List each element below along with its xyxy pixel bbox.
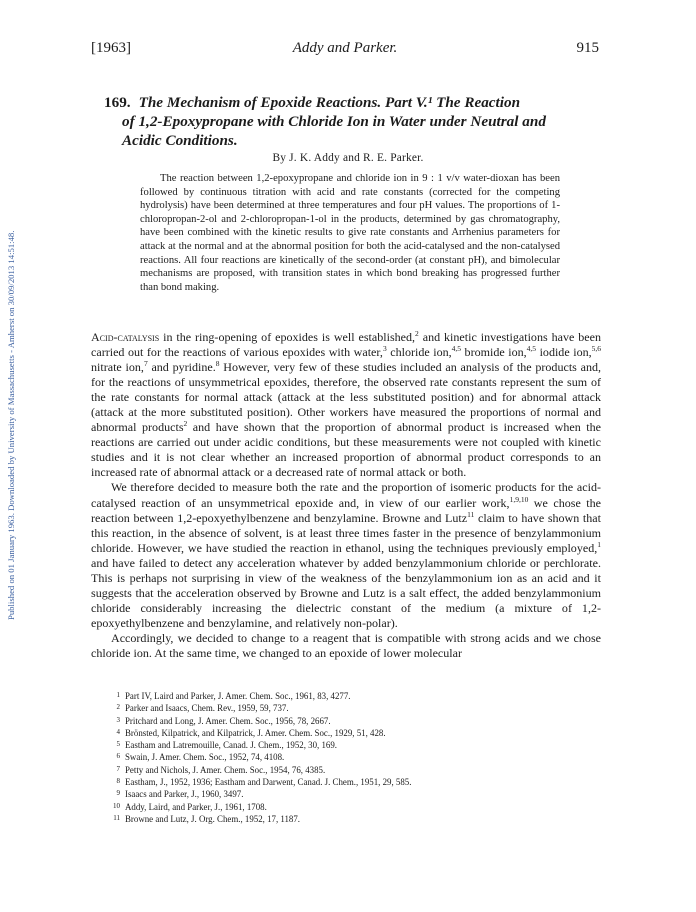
footnote [106,727,596,739]
footnotes [106,690,596,825]
footnote-mark: 8 [116,777,120,786]
citation: 4,5 [526,344,537,354]
footnote-text: Swain, J. Amer. Chem. Soc., 1952, 74, 4108. [125,752,285,763]
body-text: and kinetic investigations have been carried out for the reactions of various epoxides with water, [91,330,601,360]
body-text: claim to have shown that this reaction, in the absence of solvent, is at least three times faster in the presence of benzylammonium chloride. However, we have studied the reaction in ethanol, using the techniques previously employed, [91,510,601,555]
body-text: bromide ion, [461,345,527,360]
body-text: we chose the reaction between 1,2-epoxyethylbenzene and benzylamine. Browne and Lutz [91,495,602,525]
citation: 8 [215,359,220,369]
citation: 7 [143,359,148,369]
byline: By J. K. Addy and R. E. Parker. [272,152,424,164]
footnote [106,801,596,813]
body-text: and have failed to detect any acceleration whatever by added benzylammonium chloride or perchlorate. This is perhaps not surprising in view of the weakness of the benzylammonium ion as an acid and it suggests that the acceleration observed by Browne and Lutz is a salt effect, the added benzylammonium chloride considerably increasing the dielectric constant of the medium (a mixture of 1,2-epoxyethylbenzene and benzylamine, and relatively non-polar). [91,555,601,630]
journal-year: [1963] [91,40,131,56]
footnote-text: Isaacs and Parker, J., 1960, 3497. [125,789,244,800]
abstract [140,172,560,294]
footnote [106,788,596,800]
page-number: 915 [576,40,599,56]
footnote [106,715,596,727]
footnote-text: Browne and Lutz, J. Org. Chem., 1952, 17, 1187. [125,813,301,824]
citation: 5,6 [591,344,601,354]
footnote [106,764,596,776]
lead-word: Acid-catalysis [91,330,160,344]
body-text: iodide ion, [536,345,592,360]
footnote [106,776,596,788]
body-text: in the ring-opening of epoxides is well established, [159,330,416,344]
body-text: and pyridine. [147,360,216,375]
footnote [106,690,596,702]
footnote-text: Eastham, J., 1952, 1936; Eastham and Darwent, Canad. J. Chem., 1951, 29, 585. [125,777,412,788]
footnote-text: Petty and Nichols, J. Amer. Chem. Soc., 1954, 76, 4385. [125,764,326,775]
citation: 1,9,10 [509,494,529,504]
footnote-mark: 10 [113,801,120,810]
title-line-2: of 1,2-Epoxypropane with Chloride Ion in Water under Neutral and [122,113,546,130]
citation: 4,5 [451,344,462,354]
title-line-1 [104,93,602,112]
body-text: nitrate ion, [91,360,144,375]
body-text: chloride ion, [386,345,452,360]
footnote-mark: 5 [116,740,120,749]
article-body [91,330,601,661]
footnote-text: Eastham and Latremouille, Canad. J. Chem., 1952, 30, 169. [125,740,337,751]
footnote-mark: 9 [116,789,120,798]
running-authors: Addy and Parker. [292,40,398,56]
title-text-1: The Mechanism of Epoxide Reactions. Part V.¹ The Reaction [138,94,521,111]
footnote-mark: 4 [116,727,120,736]
footnote-mark: 7 [116,764,120,773]
body-text: We therefore decided to measure both the rate and the proportion of isomeric products for the acid-catalysed reaction of an unsymmetrical epoxide and, in view of our earlier work, [91,480,601,510]
footnote-mark: 1 [116,691,120,699]
article-number: 169. [104,94,131,111]
footnote-text: Part IV, Laird and Parker, J. Amer. Chem. Soc., 1961, 83, 4277. [125,691,351,701]
footnote-text: Parker and Isaacs, Chem. Rev., 1959, 59, 737. [125,703,289,714]
footnote-text: Addy, Laird, and Parker, J., 1961, 1708. [125,801,267,812]
citation: 11 [467,509,475,519]
download-watermark [2,60,20,620]
footnote [106,702,596,714]
footnote [106,739,596,751]
citation: 1 [597,539,601,549]
body-text: and have shown that the proportion of abnormal product is increased when the reactions are carried out under acidic conditions, but these measurements were not coupled with kinetic studies and it is not clear whether an increased proportion of abnormal product corresponds to an increased rate of abnormal attack or a decreased rate of normal attack or both. [91,420,601,480]
body-paragraph-1 [91,330,601,480]
title-line-3: Acidic Conditions. [122,132,238,149]
footnote [106,813,596,825]
citation: 3 [382,344,387,354]
body-paragraph-3: Accordingly, we decided to change to a reagent that is compatible with strong acids and we chose chloride ion. At the same time, we changed to an epoxide of lower molecular [91,630,601,660]
footnote-mark: 2 [116,703,120,712]
footnote-mark: 11 [113,813,120,822]
body-text: However, very few of these studies included an analysis of the products and, for the reactions of unsymmetrical epoxides, therefore, the observed rate constants represent the sum of the rate constants for normal attack (attack at the less substituted position) and for abnormal attack (attack at the more substituted position). Other workers have measured the proportions of normal and abnormal products [91,360,602,435]
running-head [91,40,599,60]
article-title [104,93,602,150]
citation: 2 [183,419,188,429]
footnote-text: Pritchard and Long, J. Amer. Chem. Soc., 1956, 78, 2667. [125,715,331,726]
footnote-mark: 6 [116,752,120,761]
download-watermark-text: Published on 01 January 1963. Downloaded by University of Massachusetts - Amherst on 30/09/2013 14:51:48. [6,230,16,620]
abstract-text: The reaction between 1,2-epoxypropane and chloride ion in 9 : 1 v/v water-dioxan has been followed by continuous titration with acid and rate constants (corrected for the competing hydrolysis) have been determined at three temperatures and four pH values. The proportions of 1-chloropropan-2-ol and 2-chloropropan-1-ol in the products, determined by gas chromatography, have been combined with the kinetic results to give rate constants and Arrhenius parameters for attack at the normal and at the abnormal position for both the acid-catalysed and the non-catalysed reactions. All four reactions are kinetically of the second-order (at constant pH), and bimolecular mechanisms are proposed, with transition states in which bond breaking has progressed further than bond making. [140,173,560,293]
citation: 2 [415,328,419,338]
footnote-mark: 3 [116,715,120,724]
body-paragraph-2 [91,480,601,630]
footnote-text: Brönsted, Kilpatrick, and Kilpatrick, J. Amer. Chem. Soc., 1929, 51, 428. [125,727,386,738]
footnote [106,751,596,763]
